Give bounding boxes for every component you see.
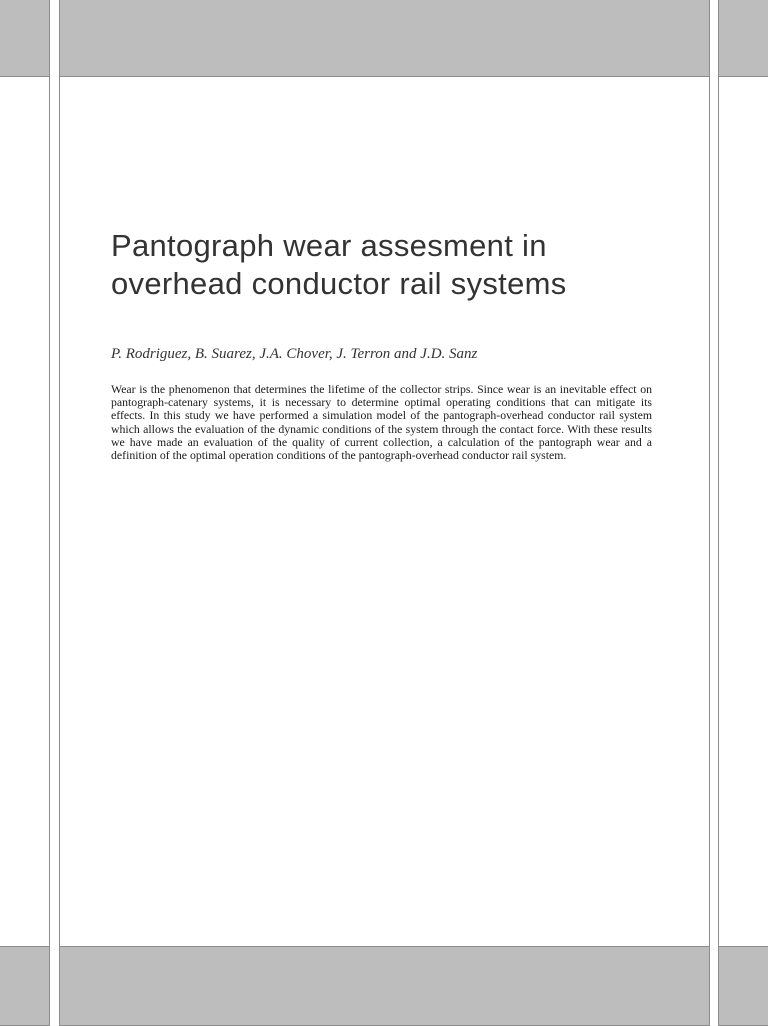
right-page-edge <box>718 0 719 1024</box>
right-page-bottom-band <box>718 946 768 1026</box>
left-page-top-band <box>0 0 50 77</box>
page-bottom-band <box>59 946 710 1026</box>
page-top-band <box>59 0 710 77</box>
page-left-edge <box>59 0 60 1024</box>
paper-authors: P. Rodriguez, B. Suarez, J.A. Chover, J. Terron and J.D. Sanz <box>111 346 478 362</box>
left-page-edge <box>49 0 50 1024</box>
page-right-edge <box>709 0 710 1024</box>
left-page-bottom-band <box>0 946 50 1026</box>
document-page <box>60 0 710 1024</box>
right-page-top-band <box>718 0 768 77</box>
paper-title: Pantograph wear assesment in overhead conductor rail systems <box>111 228 567 301</box>
paper-abstract: Wear is the phenomenon that determines the lifetime of the collector strips. Since wear is an inevitable effect on pantograph-catenary systems, it is necessary to determine optimal operating conditions that can mitigate its effects. In this study we have performed a simulation model of the pantograph-overhead conductor rail system which allows the evaluation of the dynamic conditions of the system through the contact force. With these results we have made an evaluation of the quality of current collection, a calculation of the pantograph wear and a definition of the optimal operation conditions of the pantograph-overhead conductor rail system. <box>111 382 652 463</box>
